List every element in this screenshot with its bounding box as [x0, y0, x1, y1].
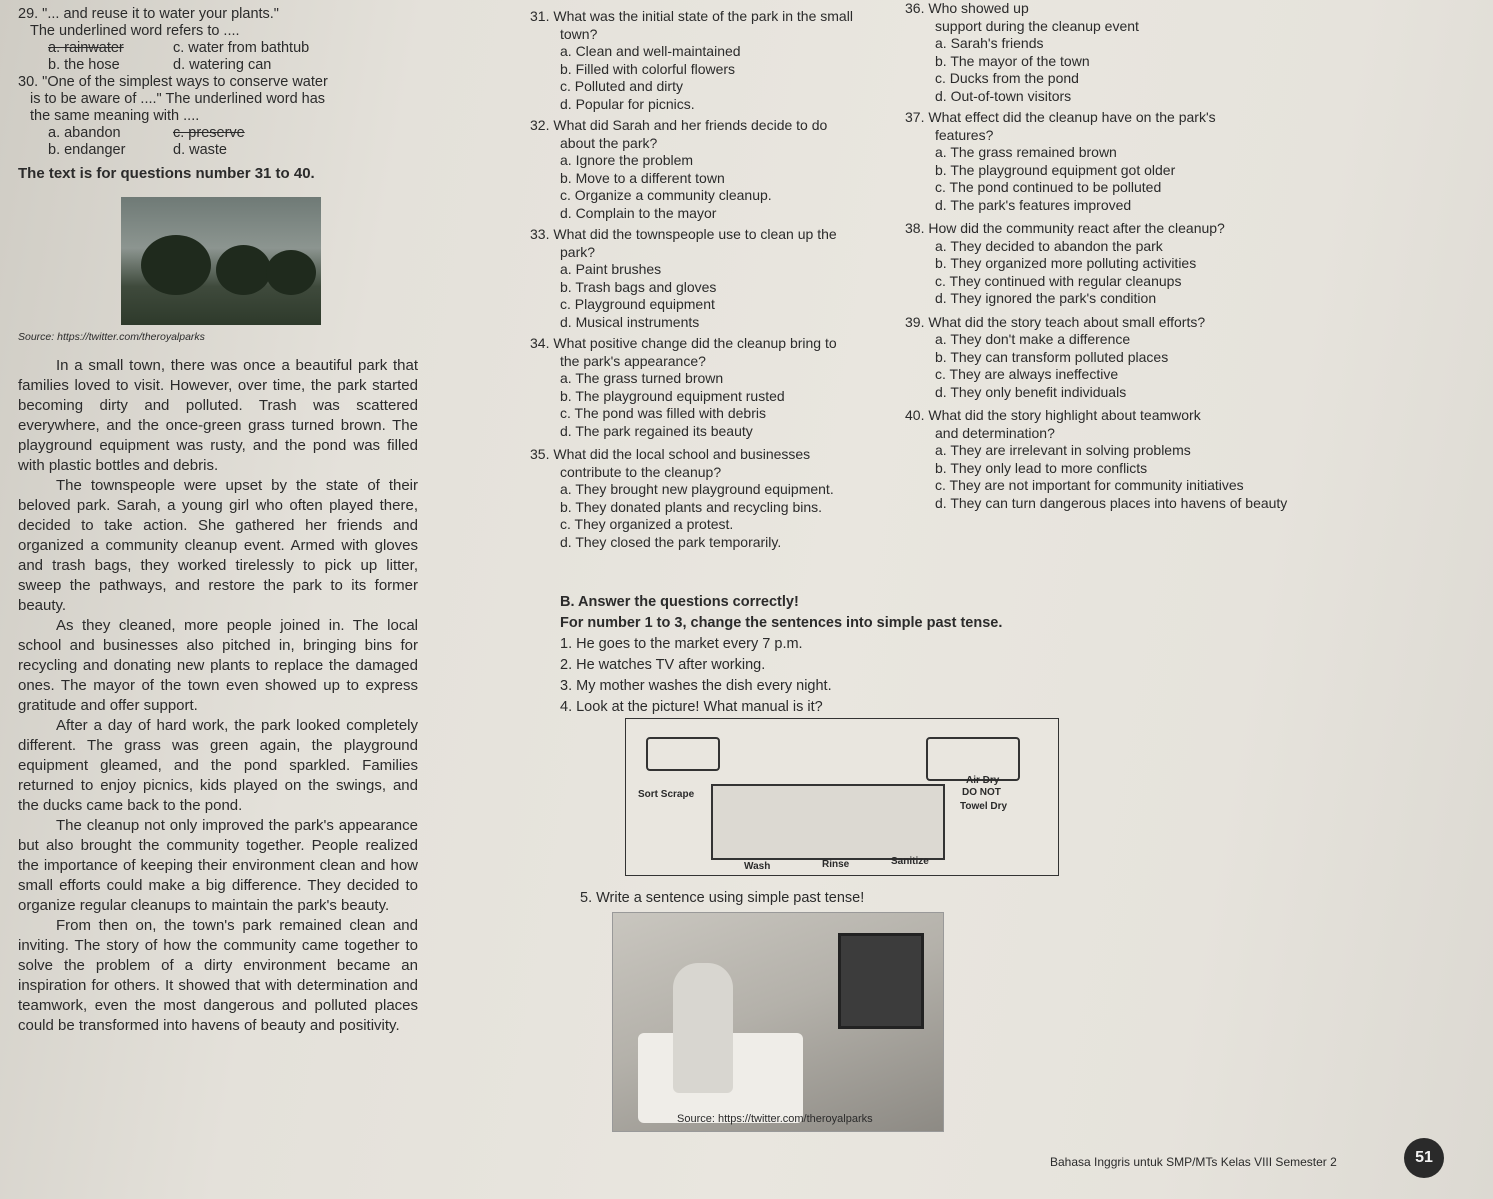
q29-option-c: c. water from bathtub [173, 40, 310, 56]
q30-option-d: d. waste [173, 142, 227, 158]
q32-option-d: d. Complain to the mayor [560, 204, 717, 221]
q31-prompt-cont: town? [560, 25, 598, 42]
man-figure [673, 963, 733, 1093]
label-towel-dry: Towel Dry [960, 801, 1008, 812]
q39-option-b: b. They can transform polluted places [935, 348, 1169, 365]
q35-option-d: d. They closed the park temporarily. [560, 533, 782, 550]
photo-source: Source: https://twitter.com/theroyalparks [18, 331, 205, 343]
q30-option-b: b. endanger [48, 142, 126, 158]
q34-option-b: b. The playground equipment rusted [560, 387, 785, 404]
q40-prompt-cont: and determination? [935, 424, 1055, 441]
tv-photo-source: Source: https://twitter.com/theroyalparks [677, 1113, 873, 1125]
part-b-heading: B. Answer the questions correctly! [560, 594, 799, 610]
dish-stack [646, 737, 720, 771]
label-wash: Wash [744, 861, 771, 872]
left-column [18, 6, 418, 1036]
q34-prompt: 34. What positive change did the cleanup bring to [530, 335, 837, 351]
book-footer: Bahasa Inggris untuk SMP/MTs Kelas VIII Semester 2 [1050, 1155, 1337, 1169]
park-photo [121, 197, 321, 325]
q37-prompt: 37. What effect did the cleanup have on the park's [905, 109, 1216, 125]
q39-prompt: 39. What did the story teach about small efforts? [905, 313, 1206, 330]
q39-option-d: d. They only benefit individuals [935, 383, 1127, 400]
q36-option-c: c. Ducks from the pond [935, 70, 1079, 86]
q29-options-row1 [18, 40, 418, 57]
q33-option-a: a. Paint brushes [560, 261, 662, 277]
q29-option-a: a. rainwater [48, 40, 124, 56]
story-paragraph: The cleanup not only improved the park's appearance but also brought the community together. People realized the importance of keeping their environment clean and how small efforts could make a big difference. They decided to organize regular cleanups to maintain the park's beauty. [18, 817, 418, 914]
part-b [560, 592, 1120, 718]
page-number: 51 [1404, 1138, 1444, 1178]
sink-basins [711, 784, 945, 860]
right-column [905, 0, 1325, 512]
q40-option-a: a. They are irrelevant in solving problems [935, 442, 1191, 458]
q35-option-c: c. They organized a protest. [560, 516, 734, 532]
q31-prompt: 31. What was the initial state of the park in the small [530, 8, 853, 24]
label-rinse: Rinse [822, 859, 850, 870]
text-header: The text is for questions number 31 to 40. [18, 165, 315, 182]
q37-option-b: b. The playground equipment got older [935, 161, 1176, 178]
q32-prompt: 32. What did Sarah and her friends decide to do [530, 117, 828, 133]
dishwashing-diagram [625, 718, 1059, 876]
q31-option-a: a. Clean and well-maintained [560, 43, 741, 59]
q29-instruction: The underlined word refers to .... [30, 23, 240, 39]
middle-column [530, 8, 930, 551]
q32-option-a: a. Ignore the problem [560, 152, 694, 168]
q30-prompt-3: the same meaning with .... [30, 108, 200, 124]
q37-option-c: c. The pond continued to be polluted [935, 179, 1162, 195]
q36-option-d: d. Out-of-town visitors [935, 87, 1072, 104]
q38-option-d: d. They ignored the park's condition [935, 290, 1157, 306]
q33-prompt-cont: park? [560, 243, 596, 260]
story-paragraph: From then on, the town's park remained clean and inviting. The story of how the community came together to solve the problem of a dirty environment became an inspiration for others. It showed that with determination and teamwork, even the most dangerous and polluted places could be transformed into havens of beauty and positivity. [18, 917, 418, 1034]
q30-option-c: c. preserve [173, 125, 245, 141]
q36-option-b: b. The mayor of the town [935, 52, 1090, 69]
q33-prompt: 33. What did the townspeople use to clean up the [530, 226, 837, 242]
q35-option-a: a. They brought new playground equipment. [560, 481, 834, 497]
q29-prompt: 29. "... and reuse it to water your plants." [18, 6, 279, 22]
q33-option-b: b. Trash bags and gloves [560, 278, 717, 295]
label-air-dry: Air Dry [966, 775, 1000, 786]
story-text [18, 356, 418, 1036]
q38-option-b: b. They organized more polluting activities [935, 255, 1197, 271]
q37-option-a: a. The grass remained brown [935, 144, 1117, 160]
q30-options-row1 [18, 125, 418, 142]
q36-option-a: a. Sarah's friends [935, 35, 1044, 51]
q40-option-d: d. They can turn dangerous places into havens of beauty [935, 494, 1288, 511]
label-do-not: DO NOT [962, 787, 1001, 798]
q32-prompt-cont: about the park? [560, 134, 658, 151]
q5-prompt: 5. Write a sentence using simple past tense! [580, 890, 865, 906]
q40-option-b: b. They only lead to more conflicts [935, 459, 1148, 476]
q35-prompt: 35. What did the local school and businesses [530, 446, 811, 462]
part-b-item: 2. He watches TV after working. [560, 657, 766, 673]
q38-prompt: 38. How did the community react after the cleanup? [905, 220, 1225, 236]
part-b-item: 1. He goes to the market every 7 p.m. [560, 636, 803, 652]
part-b-item: 4. Look at the picture! What manual is it? [560, 699, 823, 715]
q34-option-c: c. The pond was filled with debris [560, 405, 766, 421]
story-paragraph: In a small town, there was once a beautiful park that families loved to visit. However, over time, the park started becoming dirty and polluted. Trash was scattered everywhere, and the once-green grass turned brown. The playground equipment was rusty, and the pond was filled with plastic bottles and debris. [18, 357, 418, 474]
label-sort-scrape: Sort Scrape [638, 789, 695, 800]
tv-photo [612, 912, 944, 1132]
q39-option-c: c. They are always ineffective [935, 366, 1119, 382]
q36-prompt: 36. Who showed up [905, 0, 1029, 16]
q36-prompt-cont: support during the cleanup event [935, 17, 1139, 34]
q38-option-c: c. They continued with regular cleanups [935, 272, 1182, 289]
q39-option-a: a. They don't make a difference [935, 331, 1131, 347]
q29-option-b: b. the hose [48, 57, 120, 73]
part-b-item: 3. My mother washes the dish every night. [560, 678, 832, 694]
story-paragraph: As they cleaned, more people joined in. The local school and businesses also pitched in, bringing bins for recycling and donating new plants to replace the damaged ones. The mayor of the town even showed up to express gratitude and offer support. [18, 617, 418, 714]
q30-options-row2 [18, 142, 418, 159]
q35-option-b: b. They donated plants and recycling bins. [560, 498, 823, 515]
q31-option-b: b. Filled with colorful flowers [560, 60, 736, 77]
television [838, 933, 924, 1029]
q40-option-c: c. They are not important for community initiatives [935, 477, 1244, 493]
q33-option-d: d. Musical instruments [560, 313, 700, 330]
q37-option-d: d. The park's features improved [935, 196, 1132, 213]
q34-option-d: d. The park regained its beauty [560, 422, 753, 439]
q32-option-b: b. Move to a different town [560, 169, 725, 186]
q30-option-a: a. abandon [48, 125, 121, 141]
q34-prompt-cont: the park's appearance? [560, 352, 706, 369]
q35-prompt-cont: contribute to the cleanup? [560, 463, 722, 480]
story-paragraph: After a day of hard work, the park looked completely different. The grass was green again, the playground equipment gleamed, and the pond sparkled. Families returned to enjoy picnics, kids played on the swings, and the ducks came back to the pond. [18, 717, 418, 814]
q32-option-c: c. Organize a community cleanup. [560, 187, 772, 203]
q31-option-c: c. Polluted and dirty [560, 78, 683, 94]
q29-option-d: d. watering can [173, 57, 272, 73]
story-paragraph: The townspeople were upset by the state of their beloved park. Sarah, a young girl who often played there, decided to take action. She gathered her friends and organized a community cleanup event. Armed with gloves and trash bags, they worked tirelessly to pick up litter, sweep the pathways, and restore the park to its former beauty. [18, 477, 418, 614]
q37-prompt-cont: features? [935, 126, 994, 143]
q38-option-a: a. They decided to abandon the park [935, 237, 1163, 254]
part-b-instruction: For number 1 to 3, change the sentences into simple past tense. [560, 615, 1003, 631]
label-sanitize: Sanitize [891, 856, 929, 867]
q30-prompt-2: is to be aware of ...." The underlined word has [30, 91, 326, 107]
q33-option-c: c. Playground equipment [560, 296, 715, 312]
q31-option-d: d. Popular for picnics. [560, 95, 695, 112]
q40-prompt: 40. What did the story highlight about teamwork [905, 407, 1201, 423]
q29-options-row2 [18, 57, 418, 74]
q30-prompt-1: 30. "One of the simplest ways to conserve water [18, 74, 328, 90]
q34-option-a: a. The grass turned brown [560, 370, 724, 386]
